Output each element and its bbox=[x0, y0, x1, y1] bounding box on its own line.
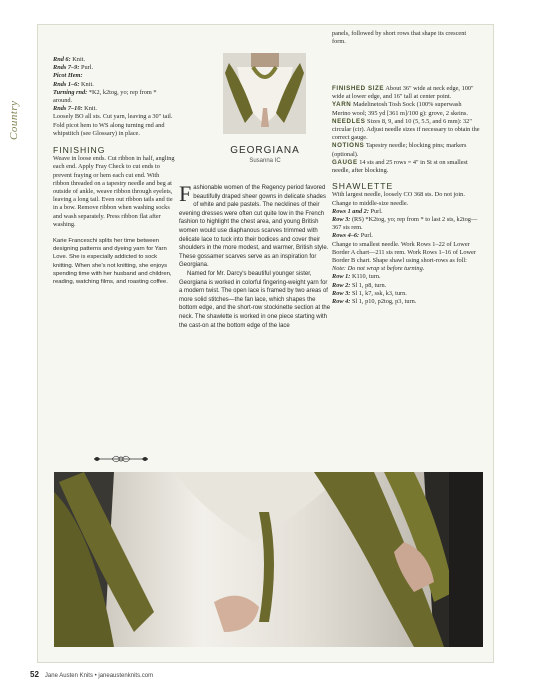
pattern-title: GEORGIANA bbox=[230, 145, 300, 156]
shawlette-heading: SHAWLETTE bbox=[332, 181, 394, 192]
finished-size: FINISHED SIZE About 36" wide at neck edge, 100" wide at lower edge, and 16" tall at center point. bbox=[332, 85, 474, 101]
yarn-spec: YARN Madelinetosh Tosh Sock (100% superwash Merino wool; 395 yd [361 m]/100 g): grove, 2 skeins. bbox=[332, 101, 468, 117]
instruction-line: Row 4: Sl 1, p10, p2tog, p3, turn. bbox=[332, 298, 417, 306]
right-column bbox=[332, 85, 480, 306]
instruction-line: Row 3: (RS) *K2tog, yo; rep from * to last 2 sts, k2tog—367 sts rem. bbox=[332, 216, 478, 232]
gauge-spec: GAUGE 14 sts and 25 rows = 4" in St st on smallest needle, after blocking. bbox=[332, 158, 468, 175]
thumbnail-photo bbox=[223, 53, 306, 134]
instruction-line: Rnd 6: Knit. bbox=[53, 56, 86, 63]
instruction-line: Rnds 7–10: Knit. bbox=[53, 105, 97, 113]
instruction-line: Rnds 1–6: Knit. bbox=[53, 80, 94, 88]
drop-cap: F bbox=[179, 181, 192, 206]
middle-column bbox=[179, 160, 332, 330]
notions-spec: NOTIONS Tapestry needle; blocking pins; markers (optional). bbox=[332, 142, 467, 158]
instruction-subheading: Picot Hem: bbox=[53, 72, 83, 80]
finishing-heading: FINISHING bbox=[53, 145, 106, 156]
instruction-line: Rnds 7–9: Purl. bbox=[53, 64, 94, 72]
instruction-line: Rows 4–6: Purl. bbox=[332, 232, 373, 240]
left-column bbox=[53, 56, 176, 286]
instruction-line: Rows 1 and 2: Purl. bbox=[332, 207, 383, 215]
intro-paragraph: Fashionable women of the Regency period favored beautifully draped sheer gowns in delicate shades of white and pale pastels. The necklines of their evening dresses were often cut quite low in the French fashion to highlight the chest area, and young British women would use diaphanous scarves trimmed with delicate lace to tuck into their bodices and cover their shoulders in the more modest, and warmer, British style. These gossamer scarves serve as an inspiration for Georgiana. bbox=[179, 181, 329, 269]
right-column-continuation: panels, followed by short rows that shape its crescent form. bbox=[332, 30, 467, 46]
needles-spec: NEEDLES Sizes 8, 9, and 10 (5, 5.5, and 6 mm): 32" circular (cir). Adjust needle sizes if necessary to obtain the correct gauge. bbox=[332, 117, 480, 142]
shawl-thumbnail-image bbox=[223, 53, 306, 134]
instruction-paragraph: Change to smallest needle. Work Rows 1–22 of Lower Border A chart—211 sts rem. Work Rows 1–16 of Lower Border B chart. Shape shawl using short-rows as foll: Note: Do not wrap st before turning. bbox=[332, 240, 476, 273]
section-label: Country bbox=[8, 100, 20, 140]
instruction-line: Row 2: Sl 1, p8, turn. bbox=[332, 281, 387, 289]
ornament-divider bbox=[92, 452, 150, 466]
designer-bio: Karie Franceschi splits her time between designing patterns and dyeing yarn for Yarn Love. She is especially addicted to sock knitting. When she's not knitting, she enjoys spending time with her husband and children, reading, watching films, and roasting coffee. bbox=[53, 238, 172, 286]
shawlette-intro: With largest needle, loosely CO 368 sts. Do not join. Change to middle-size needle. bbox=[332, 191, 465, 207]
footer-text: Jane Austen Knits • janeaustenknits.com bbox=[44, 673, 154, 679]
finishing-paragraph: Weave in loose ends. Cut ribbon in half, angling each end. Apply Fray Check to cut ends to prevent fraying or hem each cut end. With ribbon threaded on a tapestry needle and beg at outside of ankle, weave ribbon through eyelets, leaving a long tail. Even out ribbon tails and tie in a bow. Remove ribbon when washing socks and wash separately. Press ribbon flat after washing. bbox=[53, 155, 175, 228]
page-number: 52 bbox=[30, 670, 39, 679]
main-photo bbox=[54, 472, 483, 647]
instruction-line: Turning rnd: *K2, k2tog, yo; rep from * around. bbox=[53, 88, 157, 105]
instruction-line: Row 3: Sl 1, k7, ssk, k3, turn. bbox=[332, 289, 407, 297]
intro-paragraph-2: Named for Mr. Darcy's beautiful younger sister, Georgiana is worked in colorful fingering-weight yarn for a modern twist. The open lace is framed by two areas of more solid stitches—the fan lace, which shapes the bottom edge, and the short-row stockinette section at the neck. The shawlette is worked in one piece starting with the cast-on at the bottom edge of the lace bbox=[179, 270, 331, 329]
shawl-photo-image bbox=[54, 472, 483, 647]
page-footer bbox=[30, 670, 153, 679]
instruction-paragraph: Loosely BO all sts. Cut yarn, leaving a 30" tail. Fold picot hem to WS along turning rnd and whipstitch (see Glossary) in place. bbox=[53, 113, 173, 137]
instruction-line: Row 1: K110, turn. bbox=[332, 273, 381, 281]
designer-name: Susanna IC bbox=[249, 158, 281, 164]
